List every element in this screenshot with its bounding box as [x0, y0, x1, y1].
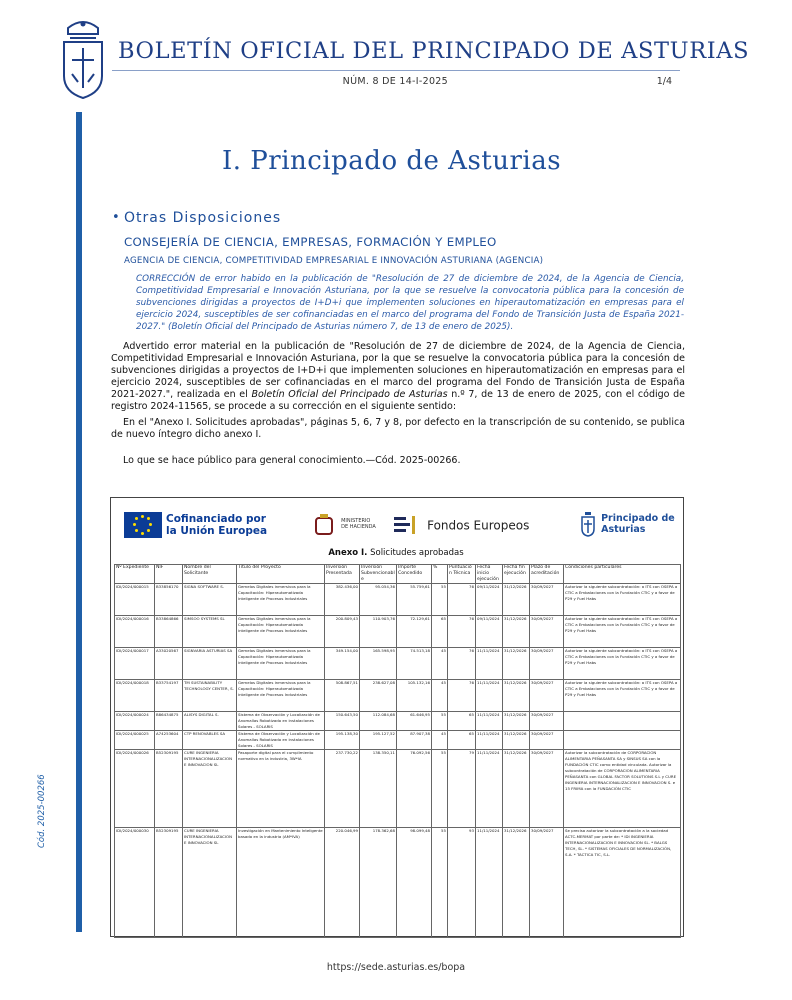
table-cell: 61.646,95: [397, 712, 432, 731]
table-cell: 382.436,00: [325, 584, 360, 616]
annex-title-rest: Solicitudes aprobadas: [367, 548, 464, 558]
table-cell: 11/11/2024: [476, 680, 503, 712]
ministry-logo-text: MINISTERIO DE HACIENDA: [341, 518, 376, 530]
table-row: [115, 712, 681, 731]
table-cell: 55: [432, 712, 448, 731]
table-cell: 112.084,68: [360, 712, 397, 731]
gazette-title: BOLETÍN OFICIAL DEL PRINCIPADO DE ASTURIAS: [118, 38, 750, 64]
table-cell: 165.598,95: [360, 648, 397, 680]
body-paragraph-2: En el "Anexo I. Solicitudes aprobadas", páginas 5, 6, 7 y 8, por defecto en la transcripción de su contenido, se publica de nuevo íntegro dicho anexo I.: [111, 417, 685, 441]
table-cell: 76: [448, 584, 476, 616]
annex-column-header: Plazo de acreditación: [530, 565, 564, 584]
fondos-europeos-text: Fondos Europeos: [427, 518, 530, 533]
table-cell: 11/11/2024: [476, 750, 503, 828]
table-row: [115, 648, 681, 680]
table-cell: Autorizar la siguiente subcontratación: a ITS con OSEPA a CTIC a Embalaciones con la Fundación CTIC y a favor de P29 y Fuel Habs: [564, 616, 681, 648]
table-cell: SIGNVARIA ASTURIAS SA: [183, 648, 237, 680]
fondos-europeos-icon: [392, 514, 422, 536]
table-cell: B33856170: [155, 584, 183, 616]
table-cell: Autorizar la subcontratación de CORPORACION ALIMENTARIA PEÑASANTA SA y SINSUS SA con la FUNDACIÓN CTIC como entidad vinculada. Autorizar la subcontratación de CORPORACION ALIMENTARIA PEÑASANTA con GLOBAL FACTOR SOLUTIONS S.L y CURE INGENIERIA INTERNACIONALIZACION E INNOVACION S. e 15 FRIMA con la FUNDACIÓN CTIC: [564, 750, 681, 828]
table-cell: 45: [432, 648, 448, 680]
table-cell: 11/11/2024: [476, 731, 503, 750]
table-cell: Autorizar la siguiente subcontratación: a ITS con OSEPA a CTIC a Embalaciones con la Fundación CTIC y a favor de P29 y Fuel Habs: [564, 584, 681, 616]
asturias-cross-icon: [580, 511, 596, 537]
table-cell: IDI/2024/000024: [115, 712, 155, 731]
annex-title: [110, 548, 682, 558]
table-cell: SIMSOO SYSTEMS SL: [183, 616, 237, 648]
issue-number: NÚM. 8 DE 14-I-2025: [342, 76, 448, 87]
fondos-europeos-logo: [392, 514, 529, 536]
table-cell: 79: [448, 750, 476, 828]
annex-column-header: Importe Concedido: [397, 565, 432, 584]
table-cell: 31/12/2026: [503, 731, 530, 750]
table-cell: 30/09/2027: [530, 750, 564, 828]
table-cell: Autorizar la siguiente subcontratación: a ITS con OSEPA a CTIC a Embalaciones con la Fundación CTIC y a favor de P29 y Fuel Habs: [564, 648, 681, 680]
table-cell: 195.127,52: [360, 731, 397, 750]
header-divider: [112, 70, 680, 71]
table-cell: 195.138,30: [325, 731, 360, 750]
table-cell: 45: [432, 731, 448, 750]
table-cell: 508.867,51: [325, 680, 360, 712]
table-cell: Se precisa autorizar la subcontratación a la sociedad ACTC-MERMAT por parte de: * IDI INGENIERIA INTERNACIONALIZACION E INNOVACION SL. * BALGS TECH, SL. * SISTEMAS OFICIALES DE NORMALIZACIÓN, S.A. * TACTICA TIC, S.L.: [564, 828, 681, 938]
table-cell: 178.362,68: [360, 828, 397, 938]
table-cell: IDI/2024/000017: [115, 648, 155, 680]
asturias-logo-text: Principado de Asturias: [601, 513, 675, 535]
table-cell: 31/12/2026: [503, 828, 530, 938]
table-cell: Pasaporte digital para el cumplimiento normativo en la industria, 3W*IA: [237, 750, 325, 828]
table-cell: ALISYS DIGITAL S.: [183, 712, 237, 731]
table-cell: 150.643,50: [325, 712, 360, 731]
table-cell: SIGNA SOFTWARE S.: [183, 584, 237, 616]
spain-crest-icon: [312, 512, 336, 536]
annex-title-bold: Anexo I.: [328, 548, 368, 558]
table-cell: A74253604: [155, 731, 183, 750]
table-cell: 349.154,00: [325, 648, 360, 680]
table-cell: Sistema de Observación y Localización de Anomalías Robotizado en instalaciones Solares - SOLARIS: [237, 731, 325, 750]
body-paragraph-1: [111, 341, 685, 414]
table-cell: 76: [448, 616, 476, 648]
disposition-summary: CORRECCIÓN de error habido en la publicación de "Resolución de 27 de diciembre de 2024, de la Agencia de Ciencia, Competitividad Empresarial e Innovación Asturiana, por la que se resuelve la convocatoria pública para la concesión de subvenciones dirigidas a proyectos de I+D+i que implementen soluciones en hiperautomatización en empresas para el ejercicio 2024, susceptibles de ser cofinanciadas en el marco del programa del Fondo de Transición Justa de España 2021-2027." (Boletín Oficial del Principado de Asturias número 7, de 13 de enero de 2025).: [136, 274, 684, 332]
table-cell: A33020567: [155, 648, 183, 680]
annex-column-header: Título del Proyecto: [237, 565, 325, 584]
body-p1-text-a: Advertido error material en la publicación de "Resolución de 27 de diciembre de 2024, de la Agencia de Ciencia, Competitividad Empresarial e Innovación Asturiana, por la que se resuelve la convocatoria pública para la concesión de subvenciones dirigidas a proyectos de I+D+i que implementen soluciones en hiperautomatización en empresas para el ejercicio 2024, susceptibles de ser cofinanciadas en el marco del programa del Fondo de Transición Justa de España 2021-2027.", realizada en el: [111, 341, 685, 401]
annex-column-header: Puntuación Técnica: [448, 565, 476, 584]
annex-column-header: Nº Expediente: [115, 565, 155, 584]
table-row: [115, 750, 681, 828]
sidebar-bar: [76, 112, 82, 932]
table-cell: 72.129,61: [397, 616, 432, 648]
table-cell: 31/12/2026: [503, 616, 530, 648]
agency-name: AGENCIA DE CIENCIA, COMPETITIVIDAD EMPRESARIAL E INNOVACIÓN ASTURIANA (AGENCIA): [124, 256, 544, 266]
table-cell: 74.513,18: [397, 648, 432, 680]
table-cell: 237.730,22: [325, 750, 360, 828]
table-cell: 55: [432, 750, 448, 828]
document-code: Cód. 2025-00266: [37, 774, 47, 848]
table-cell: 11/11/2024: [476, 828, 503, 938]
body-paragraph-3: Lo que se hace público para general conocimiento.—Cód. 2025-00266.: [123, 455, 461, 466]
table-cell: 45: [432, 680, 448, 712]
table-cell: 98.099,48: [397, 828, 432, 938]
section-title: I. Principado de Asturias: [222, 146, 562, 176]
table-cell: 76: [448, 648, 476, 680]
asturias-logo: [580, 511, 675, 537]
eu-cofinanced-logo: [124, 512, 267, 538]
table-cell: [564, 712, 681, 731]
annex-column-header: Inversión Presentada: [325, 565, 360, 584]
table-cell: B52309195: [155, 828, 183, 938]
table-cell: 55: [432, 584, 448, 616]
table-cell: 76: [448, 680, 476, 712]
table-row: [115, 680, 681, 712]
table-cell: 95.054,36: [360, 584, 397, 616]
table-cell: 30/09/2027: [530, 828, 564, 938]
table-cell: Autorizar la siguiente subcontratación: a ITS con OSEPA a CTIC a Embalaciones con la Fundación CTIC y a favor de P29 y Fuel Habs: [564, 680, 681, 712]
table-cell: 65: [448, 712, 476, 731]
table-cell: IDI/2024/000016: [115, 616, 155, 648]
table-cell: 31/12/2026: [503, 648, 530, 680]
table-row: [115, 584, 681, 616]
ministry-name: CONSEJERÍA DE CIENCIA, EMPRESAS, FORMACIÓN Y EMPLEO: [124, 235, 497, 249]
disposition-type: Otras Disposiciones: [124, 210, 282, 226]
table-cell: 09/11/2024: [476, 584, 503, 616]
table-cell: 30/09/2027: [530, 648, 564, 680]
table-cell: B86434875: [155, 712, 183, 731]
table-cell: 87.907,38: [397, 731, 432, 750]
table-cell: 31/12/2026: [503, 680, 530, 712]
table-cell: 31/12/2026: [503, 712, 530, 731]
table-cell: 31/12/2026: [503, 584, 530, 616]
asturias-crest-logo: [58, 16, 108, 100]
table-cell: 138.350,11: [360, 750, 397, 828]
table-cell: Sistema de Observación y Localización de Anomalías Robotizado en instalaciones Solares - SOLARIS: [237, 712, 325, 731]
table-cell: 30/09/2027: [530, 712, 564, 731]
annex-column-header: Inversión Subvencionable: [361, 565, 395, 582]
body-p1-italic: Boletín Oficial del Principado de Asturias: [251, 389, 448, 401]
body-p1-text-b: n.º 7, de 13 de enero de 2025, con el código de registro 2024-11565, se procede a su corrección en el siguiente sentido:: [111, 389, 685, 413]
table-cell: 30/09/2027: [530, 731, 564, 750]
annex-table-body: [115, 584, 681, 938]
table-cell: IDI/2024/000018: [115, 680, 155, 712]
bullet-icon: •: [112, 210, 120, 225]
table-cell: B52309195: [155, 750, 183, 828]
table-cell: 105.132,16: [397, 680, 432, 712]
table-cell: 76.092,56: [397, 750, 432, 828]
table-cell: IDI/2024/000030: [115, 828, 155, 938]
table-cell: 65: [448, 731, 476, 750]
ministry-logo: [312, 512, 377, 536]
annex-column-header: Fecha fin ejecución: [503, 565, 530, 584]
table-row: [115, 828, 681, 938]
annex-column-header: Fecha inicio ejecución: [476, 565, 503, 584]
table-cell: IDI/2024/000015: [115, 584, 155, 616]
annex-column-header: Nombre del Solicitante: [183, 565, 237, 584]
annex-table: [114, 564, 681, 938]
table-cell: Gemelos Digitales inmersivos para la Capacitación: Hiperautomatizada inteligente de Procesos Industriales: [237, 616, 325, 648]
table-cell: TM SUSTAINABILITY TECHNOLOGY CENTER, S.: [183, 680, 237, 712]
table-cell: 65: [432, 616, 448, 648]
table-cell: 238.627,08: [360, 680, 397, 712]
table-row: [115, 616, 681, 648]
table-row: [115, 731, 681, 750]
table-cell: 11/11/2024: [476, 712, 503, 731]
table-cell: 30/09/2027: [530, 680, 564, 712]
table-cell: B33754197: [155, 680, 183, 712]
eu-flag-icon: [124, 512, 162, 538]
table-cell: Gemelos Digitales inmersivos para la Capacitación: Hiperautomatizada inteligente de Procesos Industriales: [237, 680, 325, 712]
table-cell: 93: [448, 828, 476, 938]
table-cell: 200.809,43: [325, 616, 360, 648]
table-cell: CTP RENOVABLES SA: [183, 731, 237, 750]
table-cell: Investigación en Mantenimiento Inteligente basado en la industria (AM*IVA): [237, 828, 325, 938]
table-cell: 30/09/2027: [530, 616, 564, 648]
annex-table-header: [115, 565, 681, 584]
table-cell: IDI/2024/000026: [115, 750, 155, 828]
table-cell: 55: [432, 828, 448, 938]
annex-column-header: %: [432, 565, 448, 584]
table-cell: 09/11/2024: [476, 616, 503, 648]
footer-url[interactable]: https://sede.asturias.es/bopa: [326, 962, 466, 973]
table-cell: 110.903,76: [360, 616, 397, 648]
annex-column-header: Condiciones particulares: [564, 565, 681, 584]
table-cell: 11/11/2024: [476, 648, 503, 680]
table-cell: 31/12/2026: [503, 750, 530, 828]
table-cell: 55.759,61: [397, 584, 432, 616]
table-cell: Gemelos Digitales inmersivos para la Capacitación: Hiperautomatizada inteligente de Procesos Industriales: [237, 648, 325, 680]
eu-logo-text: Cofinanciado por la Unión Europea: [166, 513, 268, 537]
table-cell: B33864866: [155, 616, 183, 648]
table-cell: CURE INGENIERIA INTERNACIONALIZACION E INNOVACION SL: [183, 828, 237, 938]
table-cell: 30/09/2027: [530, 584, 564, 616]
table-cell: Gemelos Digitales inmersivos para la Capacitación: Hiperautomatizada inteligente de Procesos Industriales: [237, 584, 325, 616]
page-number: 1/4: [656, 76, 672, 87]
table-cell: CURE INGENIERIA INTERNACIONALIZACION E INNOVACION SL: [183, 750, 237, 828]
table-cell: [564, 731, 681, 750]
annex-column-header: NIF: [155, 565, 183, 584]
table-cell: IDI/2024/000025: [115, 731, 155, 750]
table-cell: 220.046,99: [325, 828, 360, 938]
